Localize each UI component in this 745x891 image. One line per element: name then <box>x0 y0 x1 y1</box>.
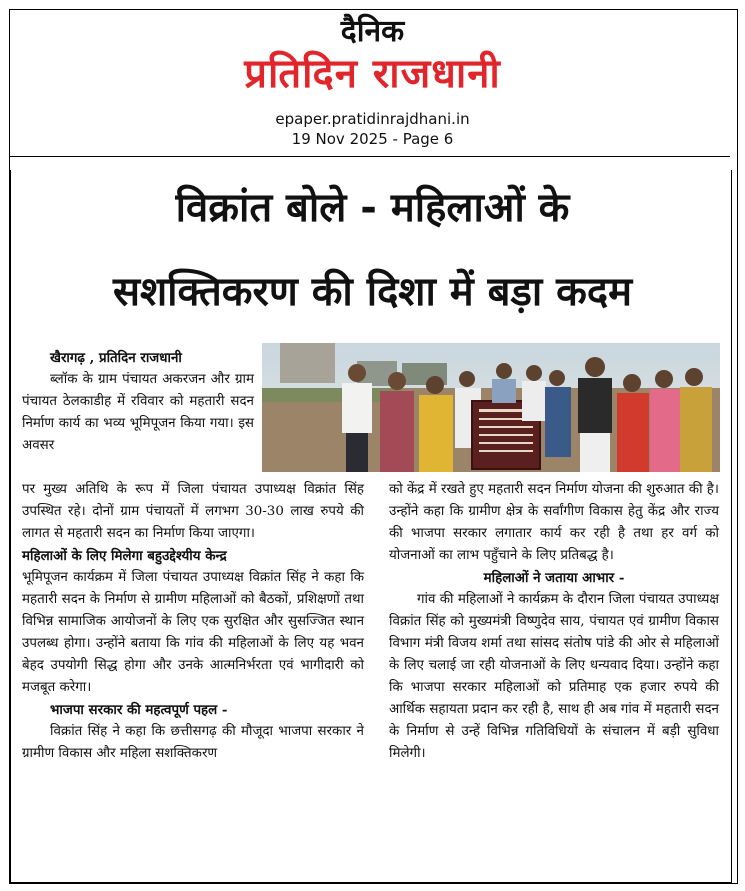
article-column-left-top <box>22 347 254 457</box>
article-column-right <box>389 479 719 765</box>
ceremony-photo-illustration <box>262 343 720 472</box>
paragraph-3: विक्रांत सिंह ने कहा कि छत्तीसगढ़ की मौजूदा भाजपा सरकार ने ग्रामीण विकास और महिला सशक्तिकरण <box>22 724 364 761</box>
site-url[interactable]: epaper.pratidinrajdhani.in <box>275 110 470 128</box>
paragraph-1-top: ब्लॉक के ग्राम पंचायत अकरजन और ग्राम पंचायत ठेलकाडीह में रविवार को महतारी सदन निर्माण कार्य का भव्य भूमिपूजन किया गया। इस अवसर <box>22 372 254 453</box>
paragraph-5: गांव की महिलाओं ने कार्यक्रम के दौरान जिला पंचायत उपाध्यक्ष विक्रांत सिंह को मुख्यमंत्री विष्णुदेव साय, पंचायत एवं ग्रामीण विकास विभाग मंत्री विजय शर्मा तथा सांसद संतोष पांडे की ओर से महिलाओं के लिए चलाई जा रही योजनाओं के लिए धन्यवाद दिया। उन्होंने कहा कि भाजपा सरकार महिलाओं को प्रतिमाह एक हजार रुपये की आर्थिक सहायता प्रदान कर रही है, साथ ही अब गांव में महतारी सदन के निर्माण से उन्हें विभिन्न गतिविधियों के संचालन में बड़ी सुविधा मिलेगी। <box>389 592 719 761</box>
headline-line-2: सशक्तिकरण की दिशा में बड़ा कदम <box>112 269 633 315</box>
headline-line-1: विक्रांत बोले - महिलाओं के <box>175 185 570 231</box>
paragraph-4: को केंद्र में रखते हुए महतारी सदन निर्माण योजना की शुरुआत की है। उन्होंने कहा कि ग्रामीण क्षेत्र के सर्वांगीण विकास हेतु केंद्र और राज्य की भाजपा सरकार लगातार कार्य कर रही है तथा हर वर्ग को योजनाओं का लाभ पहुँचाने के लिए प्रतिबद्ध है। <box>389 482 719 563</box>
paragraph-1-rest: पर मुख्य अतिथि के रूप में जिला पंचायत उपाध्यक्ष विक्रांत सिंह उपस्थित रहे। दोनों ग्राम पंचायतों में लगभग 30-30 लाख रुपये की लागत से महतारी सदन का निर्माण किया जाएगा। <box>22 482 364 541</box>
subheading-bjp-initiative: भाजपा सरकार की महत्वपूर्ण पहल - <box>50 702 228 718</box>
subheading-women-thanks: महिलाओं ने जताया आभार - <box>483 570 625 586</box>
article-column-left <box>22 479 364 765</box>
article-photo <box>262 343 720 472</box>
page-info: 19 Nov 2025 - Page 6 <box>291 130 454 148</box>
subheading-womens-center: महिलाओं के लिए मिलेगा बहुउद्देश्यीय केन्द्र <box>22 548 227 564</box>
paragraph-2: भूमिपूजन कार्यक्रम में जिला पंचायत उपाध्यक्ष विक्रांत सिंह ने कहा कि महतारी सदन के निर्माण से ग्रामीण महिलाओं को बैठकों, प्रशिक्षणों तथा विभिन्न सामाजिक आयोजनों के लिए एक सुरक्षित और सुसज्जित स्थान उपलब्ध होगा। उन्होंने बताया कि गांव की महिलाओं के लिए यह भवन बेहद उपयोगी सिद्ध होगा और उनके आत्मनिर्भरता एवं भागीदारी को मजबूत करेगा। <box>22 570 364 695</box>
masthead-dainik: दैनिक <box>340 14 405 49</box>
masthead-title: प्रतिदिन राजधानी <box>244 51 501 97</box>
dateline: खैरागढ़ , प्रतिदिन राजधानी <box>50 350 182 366</box>
masthead-divider <box>10 156 730 157</box>
